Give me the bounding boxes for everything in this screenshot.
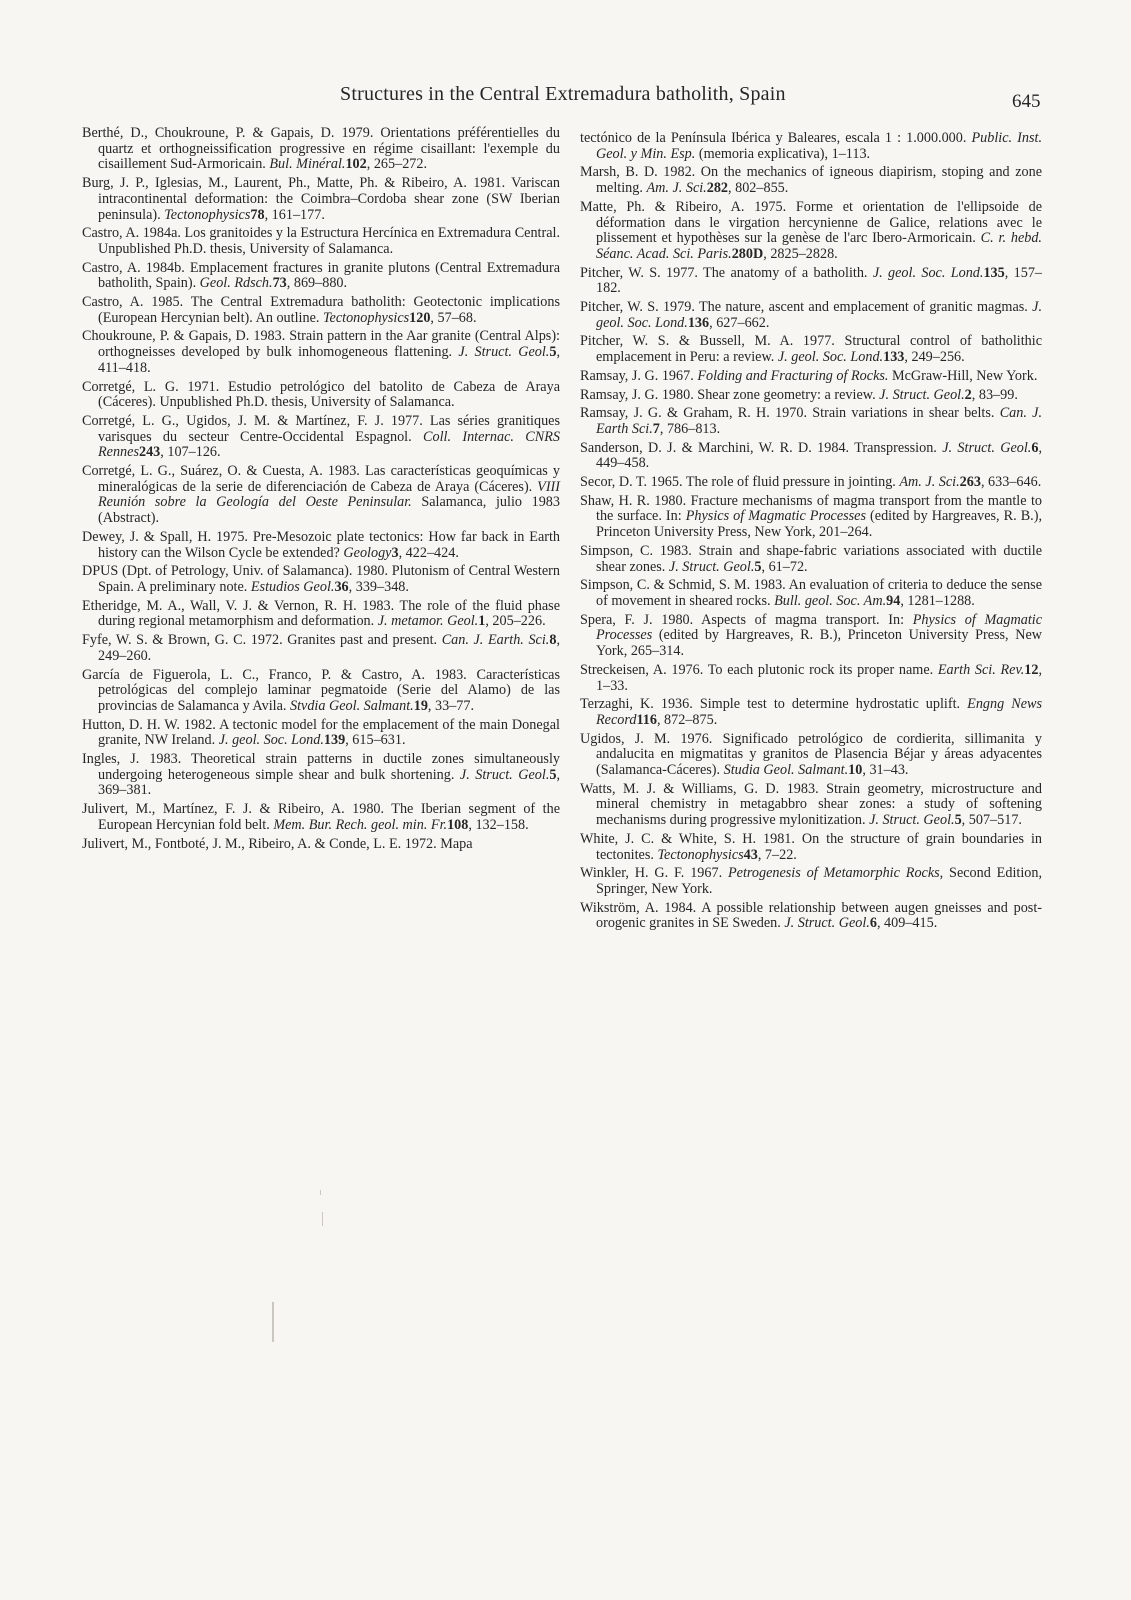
reference-volume: 1	[478, 613, 486, 630]
reference-journal: Am. J. Sci.	[646, 180, 707, 197]
reference-volume: 263	[959, 474, 981, 491]
reference-journal: J. Struct. Geol.	[459, 766, 550, 783]
reference-entry	[82, 176, 560, 223]
reference-journal: J. Struct. Geol.	[668, 558, 755, 575]
reference-pages: , 411–418.	[98, 344, 560, 376]
reference-journal: J. geol. Soc. Lond.	[777, 349, 884, 366]
reference-text: Ramsay, J. G. 1967.	[580, 367, 698, 384]
reference-volume: 3	[391, 544, 399, 561]
reference-pages: , 409–415.	[876, 915, 938, 932]
reference-pages: (edited by Hargreaves, R. B.), Princeton University Press, New York, 201–264.	[596, 508, 1042, 541]
reference-text: García de Figuerola, L. C., Franco, P. & Castro, A. 1983. Características petrológicas del complejo laminar pegmatoide (Serie del Alamo) de las provincias de Salamanca y Avila.	[82, 666, 560, 714]
reference-volume: 43	[743, 846, 758, 863]
reference-entry	[82, 464, 560, 527]
reference-volume: 135	[983, 264, 1005, 281]
reference-text: Dewey, J. & Spall, H. 1975. Pre-Mesozoic plate tectonics: How far back in Earth history can the Wilson Cycle be extended?	[82, 528, 560, 561]
reference-pages: , 872–875.	[656, 711, 718, 728]
reference-journal: J. geol. Soc. Lond.	[596, 299, 1042, 331]
reference-pages: , 2825–2828.	[763, 245, 838, 262]
reference-text: tectónico de la Península Ibérica y Baleares, escala 1 : 1.000.000.	[580, 130, 972, 146]
reference-journal: Estudios Geol.	[250, 578, 335, 595]
reference-pages: Salamanca, julio 1983 (Abstract).	[98, 494, 560, 527]
reference-volume: 6	[869, 915, 877, 932]
reference-entry	[580, 131, 1042, 162]
running-head	[0, 83, 1131, 113]
reference-pages: , 1–33.	[596, 661, 1042, 694]
reference-entry	[580, 697, 1042, 728]
reference-pages: , 339–348.	[348, 578, 409, 595]
reference-journal: Can. J. Earth. Sci.	[441, 632, 550, 649]
reference-journal: Petrogenesis of Metamorphic Rocks,	[727, 865, 944, 882]
reference-text: Streckeisen, A. 1976. To each plutonic rock its proper name.	[580, 661, 938, 678]
reference-pages: , 31–43.	[862, 762, 909, 779]
reference-pages: , 107–126.	[160, 444, 221, 461]
reference-text: Choukroune, P. & Gapais, D. 1983. Strain pattern in the Aar granite (Central Alps): orthogneisses developed by bulk inhomogeneous flattening.	[82, 328, 560, 361]
reference-pages: , 449–458.	[596, 439, 1042, 472]
reference-pages: , 1281–1288.	[900, 592, 975, 609]
reference-pages: , 786–813.	[659, 420, 721, 437]
reference-entry	[82, 668, 560, 715]
reference-entry	[82, 599, 560, 630]
reference-text: Corretgé, L. G., Ugidos, J. M. & Martínez, F. J. 1977. Las séries granitiques varisques du secteur Centre-Occidental Espagnol.	[82, 412, 560, 445]
running-title: Structures in the Central Extremadura batholith, Spain	[340, 83, 786, 105]
reference-entry	[580, 200, 1042, 263]
reference-pages: , 33–77.	[427, 697, 475, 714]
reference-entry	[82, 380, 560, 411]
reference-entry	[580, 494, 1042, 541]
reference-text: Burg, J. P., Iglesias, M., Laurent, Ph., Matte, Ph. & Ribeiro, A. 1981. Variscan intracontinental deformation: the Coimbra–Cordoba shear zone (SW Iberian peninsula).	[82, 175, 560, 223]
reference-entry	[580, 441, 1042, 472]
page-number: 645	[1012, 91, 1041, 112]
reference-volume: 94	[886, 592, 901, 609]
reference-entry	[580, 613, 1042, 660]
reference-text: Corretgé, L. G. 1971. Estudio petrológico del batolito de Cabeza de Araya (Cáceres). Unpublished Ph.D. thesis, University of Salamanca.	[82, 378, 560, 411]
reference-pages: , 627–662.	[709, 314, 770, 331]
reference-pages: , 249–260.	[98, 632, 560, 664]
reference-journal: Am. J. Sci.	[899, 474, 960, 491]
reference-journal: Can. J. Earth Sci.	[596, 405, 1043, 437]
reference-text: Ramsay, J. G. & Graham, R. H. 1970. Strain variations in shear belts.	[580, 405, 1000, 422]
reference-pages: , 802–855.	[728, 180, 789, 197]
reference-pages: McGraw-Hill, New York.	[888, 367, 1038, 384]
reference-text: Julivert, M., Fontboté, J. M., Ribeiro, A. & Conde, L. E. 1972. Mapa	[82, 835, 473, 852]
reference-entry	[580, 300, 1042, 331]
reference-pages: , 507–517.	[961, 812, 1022, 829]
reference-text: Wikström, A. 1984. A possible relationship between augen gneisses and post-orogenic granites in SE Sweden.	[580, 899, 1042, 932]
reference-journal: Engng News Record	[596, 696, 1042, 728]
reference-entry	[580, 544, 1042, 575]
reference-entry	[580, 782, 1042, 829]
reference-volume: 5	[754, 558, 762, 575]
reference-text: White, J. C. & White, S. H. 1981. On the structure of grain boundaries in tectonites.	[580, 830, 1042, 863]
reference-text: Spera, F. J. 1980. Aspects of magma transport. In:	[580, 611, 913, 628]
reference-entry	[82, 633, 560, 664]
reference-entry	[580, 866, 1042, 897]
reference-text: Terzaghi, K. 1936. Simple test to determine hydrostatic uplift.	[580, 696, 968, 713]
reference-volume: 5	[549, 344, 557, 361]
reference-pages: , 157–182.	[596, 264, 1043, 297]
reference-entry	[580, 388, 1042, 404]
reference-entry	[580, 406, 1042, 437]
reference-text: Pitcher, W. S. & Bussell, M. A. 1977. Structural control of batholithic emplacement in Peru: a review.	[580, 333, 1042, 366]
reference-journal: Tectonophysics	[164, 206, 251, 223]
reference-entry	[82, 752, 560, 799]
reference-journal: J. geol. Soc. Lond.	[872, 264, 984, 281]
reference-text: Castro, A. 1985. The Central Extremadura batholith: Geotectonic implications (European Hercynian belt). An outline.	[82, 294, 560, 326]
reference-pages: , 249–256.	[904, 349, 965, 366]
reference-volume: 78	[250, 206, 265, 223]
reference-journal: Tectonophysics	[657, 846, 744, 863]
reference-entry	[82, 414, 560, 461]
reference-pages: , 61–72.	[761, 558, 808, 575]
scan-mark	[272, 1302, 274, 1342]
reference-journal: Geology	[343, 544, 392, 561]
reference-pages: , 161–177.	[264, 206, 325, 223]
reference-journal: Bull. geol. Soc. Am.	[774, 592, 887, 609]
reference-volume: 19	[413, 697, 428, 714]
reference-journal: Earth Sci. Rev.	[937, 661, 1025, 678]
reference-text: Shaw, H. R. 1980. Fracture mechanisms of magma transport from the mantle to the surface. In:	[580, 492, 1042, 525]
reference-text: Berthé, D., Choukroune, P. & Gapais, D. 1979. Orientations préférentielles du quartz et orthogneissification progressive en régime cisaillant: l'exemple du cisaillement Sud-Armoricain.	[82, 125, 560, 173]
reference-entry	[580, 732, 1042, 779]
reference-volume: 8	[549, 632, 557, 649]
references-left-column	[82, 126, 560, 855]
reference-text: Hutton, D. H. W. 1982. A tectonic model for the emplacement of the main Donegal granite, NW Ireland.	[82, 716, 560, 749]
reference-pages: , 615–631.	[345, 732, 406, 749]
reference-pages: , 132–158.	[468, 816, 529, 833]
reference-text: DPUS (Dpt. of Petrology, Univ. of Salamanca). 1980. Plutonism of Central Western Spain. A preliminary note.	[82, 563, 560, 595]
reference-journal: Geol. Rdsch.	[199, 275, 273, 292]
reference-text: Watts, M. J. & Williams, G. D. 1983. Strain geometry, microstructure and mineral chemistry in metagabbro shear zones: a study of softening mechanisms during progressive mylonitization.	[580, 780, 1042, 829]
reference-text: Ugidos, J. M. 1976. Significado petrológico de cordierita, sillimanita y andalucita en migmatitas y granitos de Plasencia Béjar y áreas adyacentes (Salamanca-Cáceres).	[580, 730, 1042, 779]
reference-volume: 2	[964, 386, 972, 403]
reference-volume: 10	[848, 762, 863, 779]
reference-text: Pitcher, W. S. 1977. The anatomy of a batholith.	[580, 264, 873, 281]
reference-journal: Bul. Minéral.	[269, 156, 346, 173]
reference-text: Simpson, C. & Schmid, S. M. 1983. An evaluation of criteria to deduce the sense of movement in sheared rocks.	[580, 577, 1042, 609]
reference-volume: 243	[138, 444, 161, 461]
reference-volume: 73	[272, 275, 287, 292]
reference-pages: , 422–424.	[398, 544, 459, 561]
reference-volume: 36	[334, 578, 349, 595]
reference-text: Etheridge, M. A., Wall, V. J. & Vernon, R. H. 1983. The role of the fluid phase during regional metamorphism and deformation.	[82, 597, 560, 630]
reference-text: Sanderson, D. J. & Marchini, W. R. D. 1984. Transpression.	[580, 439, 943, 456]
reference-entry	[580, 663, 1042, 694]
reference-entry	[580, 901, 1042, 932]
reference-journal: Tectonophysics	[322, 309, 410, 326]
reference-journal: J. Struct. Geol.	[458, 344, 550, 361]
reference-entry	[82, 295, 560, 326]
reference-entry	[580, 578, 1042, 609]
reference-volume: 5	[954, 812, 962, 829]
reference-text: Matte, Ph. & Ribeiro, A. 1975. Forme et orientation de l'ellipsoide de déformation dans le virgation hercynienne de Galice, relations avec le plissement et hypothèses sur la genèse de l'arc Ibero-Armoricain.	[580, 198, 1042, 247]
reference-text: Castro, A. 1984b. Emplacement fractures in granite plutons (Central Extremadura batholith, Spain).	[82, 259, 560, 292]
reference-entry	[82, 802, 560, 833]
reference-entry	[82, 837, 560, 853]
reference-volume: 120	[409, 309, 431, 326]
reference-journal: J. geol. Soc. Lond.	[218, 732, 324, 749]
reference-volume: 6	[1031, 439, 1039, 456]
reference-pages: , 869–880.	[286, 275, 348, 292]
reference-entry	[82, 530, 560, 561]
reference-journal: Mem. Bur. Rech. geol. min. Fr.	[273, 816, 448, 833]
reference-pages: (edited by Hargreaves, R. B.), Princeton University Press, New York, 265–314.	[596, 627, 1042, 660]
reference-pages: , 369–381.	[98, 766, 561, 799]
reference-journal: C. r. hebd. Séanc. Acad. Sci. Paris.	[596, 230, 1042, 262]
reference-journal: Studia Geol. Salmant.	[723, 762, 849, 779]
reference-entry	[82, 261, 560, 292]
reference-pages: , 83–99.	[971, 386, 1018, 403]
reference-entry	[580, 266, 1042, 297]
reference-pages: (memoria explicativa), 1–113.	[695, 145, 871, 162]
reference-volume: 139	[323, 732, 346, 749]
reference-journal: Physics of Magmatic Processes	[685, 508, 866, 525]
reference-pages: Second Edition, Springer, New York.	[596, 865, 1042, 897]
reference-volume: 12	[1024, 661, 1039, 678]
scan-mark	[320, 1190, 321, 1195]
reference-entry	[580, 475, 1042, 491]
reference-journal: J. Struct. Geol.	[879, 386, 965, 403]
reference-pages: , 265–272.	[366, 156, 428, 173]
reference-volume: 136	[687, 314, 710, 331]
reference-entry	[580, 832, 1042, 863]
reference-pages: , 57–68.	[430, 309, 477, 326]
reference-pages: , 205–226.	[485, 613, 546, 630]
reference-text: Fyfe, W. S. & Brown, G. C. 1972. Granites past and present.	[82, 632, 442, 649]
reference-volume: 282	[706, 180, 729, 197]
references-right-column	[580, 131, 1042, 935]
reference-volume: 280D	[731, 245, 764, 262]
reference-journal: Folding and Fracturing of Rocks.	[697, 367, 889, 384]
reference-entry	[580, 165, 1042, 196]
reference-entry	[580, 334, 1042, 365]
reference-volume: 102	[345, 156, 367, 173]
reference-volume: 5	[549, 766, 557, 783]
reference-volume: 7	[652, 420, 660, 437]
reference-journal: Coll. Internac. CNRS Rennes	[98, 428, 560, 461]
reference-pages: , 7–22.	[757, 846, 797, 863]
reference-text: Secor, D. T. 1965. The role of fluid pressure in jointing.	[580, 474, 900, 491]
reference-text: Pitcher, W. S. 1979. The nature, ascent and emplacement of granitic magmas.	[580, 299, 1033, 316]
reference-journal: Physics of Magmatic Processes	[596, 611, 1042, 644]
reference-journal: Stvdia Geol. Salmant.	[290, 697, 414, 714]
reference-volume: 133	[883, 349, 905, 366]
reference-entry	[82, 718, 560, 749]
reference-entry	[82, 564, 560, 595]
reference-text: Marsh, B. D. 1982. On the mechanics of igneous diapirism, stoping and zone melting.	[580, 164, 1042, 197]
reference-text: Castro, A. 1984a. Los granitoides y la Estructura Hercínica en Extremadura Central. Unpublished Ph.D. thesis, University of Salamanca.	[82, 225, 560, 257]
reference-entry	[82, 329, 560, 376]
reference-journal: Public. Inst. Geol. y Min. Esp.	[596, 130, 1042, 162]
reference-journal: J. metamor. Geol.	[377, 613, 479, 630]
reference-volume: 108	[447, 816, 469, 833]
reference-text: Julivert, M., Martínez, F. J. & Ribeiro, A. 1980. The Iberian segment of the European Hercynian fold belt.	[82, 801, 560, 833]
reference-entry	[82, 126, 560, 173]
reference-entry	[82, 226, 560, 257]
reference-text: Corretgé, L. G., Suárez, O. & Cuesta, A. 1983. Las características geoquímicas y mineralógicas de la serie de diferenciación de Cabeza de Araya (Cáceres).	[82, 463, 560, 495]
reference-journal: J. Struct. Geol.	[869, 812, 955, 829]
reference-journal: J. Struct. Geol.	[784, 915, 870, 932]
reference-journal: VIII Reunión sobre la Geología del Oeste Peninsular.	[98, 478, 560, 511]
reference-text: Ramsay, J. G. 1980. Shear zone geometry: a review.	[580, 386, 880, 403]
reference-volume: 116	[636, 711, 657, 728]
reference-text: Simpson, C. 1983. Strain and shape-fabric variations associated with ductile shear zones.	[580, 542, 1042, 575]
reference-text: Winkler, H. G. F. 1967.	[580, 865, 728, 882]
reference-entry	[580, 369, 1042, 385]
reference-pages: , 633–646.	[980, 474, 1042, 491]
reference-text: Ingles, J. 1983. Theoretical strain patterns in ductile zones simultaneously undergoing heterogeneous simple shear and bulk shortening.	[82, 751, 560, 783]
reference-journal: J. Struct. Geol.	[942, 439, 1032, 456]
scan-mark	[322, 1212, 323, 1226]
